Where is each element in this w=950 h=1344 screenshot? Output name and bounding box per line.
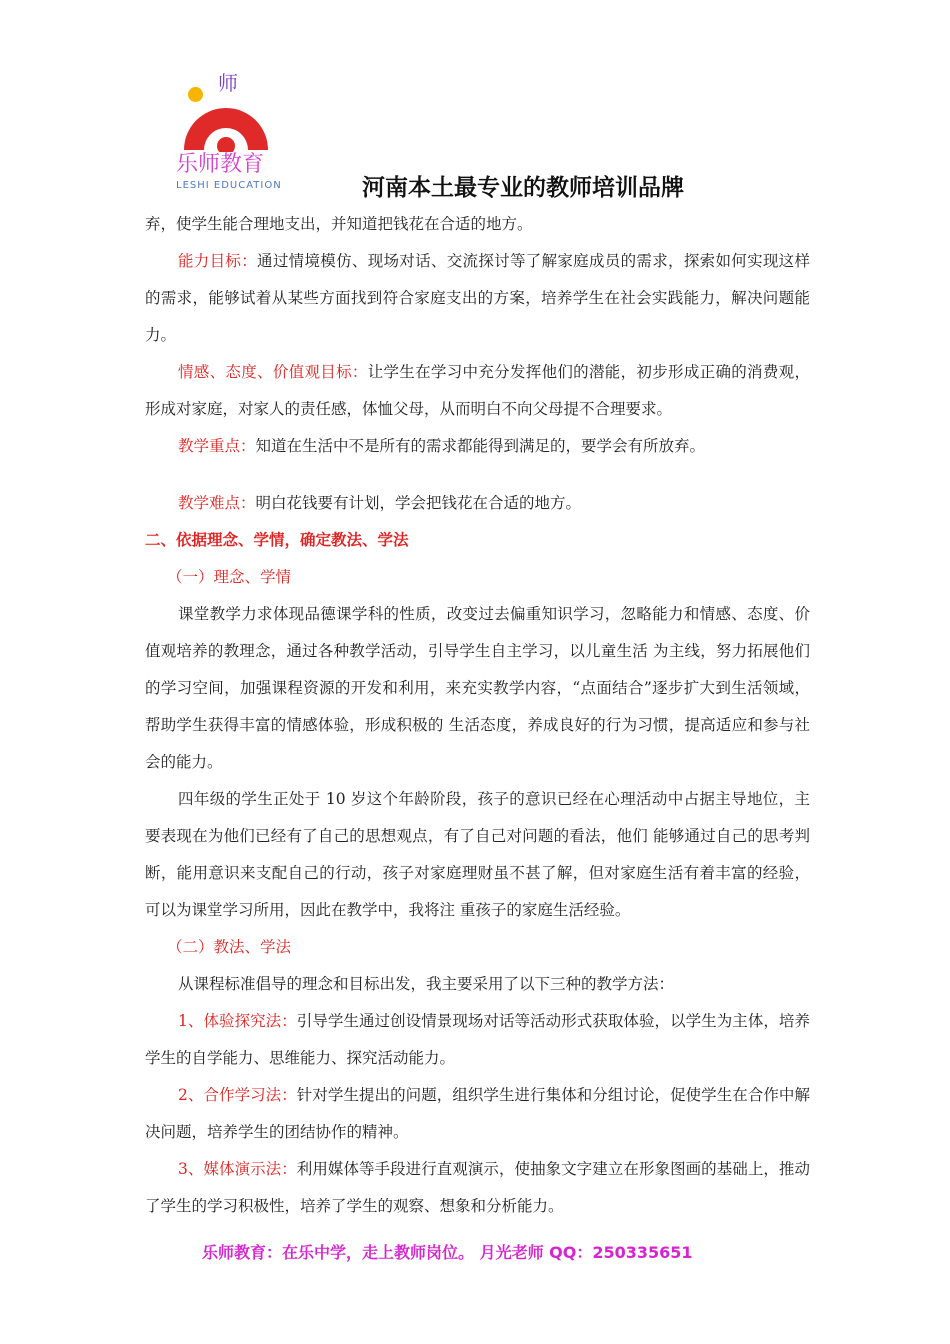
key-point-text: 知道在生活中不是所有的需求都能得到满足的，要学会有所放弃。	[255, 437, 706, 455]
method-1-text: 引导学生通过创设情景现场对话等活动形式获取体验，以学生为主体，培养学生的自学能力、思维能力、探究活动能力。	[145, 1012, 810, 1067]
ability-goal-text: 通过情境模仿、现场对话、交流探讨等了解家庭成员的需求，探索如何实现这样的需求，能够试着从某些方面找到符合家庭支出的方案，培养学生在社会实践能力，解决问题能力。	[145, 252, 810, 344]
method-2-paragraph	[145, 1077, 810, 1151]
method-3-text: 利用媒体等手段进行直观演示，使抽象文字建立在形象图画的基础上，推动了学生的学习积极性，培养了学生的观察、想象和分析能力。	[145, 1160, 810, 1215]
logo-arc-icon	[180, 96, 272, 152]
difficulty-text: 明白花钱要有计划，学会把钱花在合适的地方。	[255, 494, 582, 512]
emotion-goal-text: 让学生在学习中充分发挥他们的潜能，初步形成正确的消费观，形成对家庭，对家人的责任感，体恤父母，从而明白不向父母提不合理要求。	[145, 363, 810, 418]
brand-logo	[170, 72, 280, 196]
emotion-goal-label: 情感、态度、价值观目标：	[178, 363, 368, 381]
method-3-label: 3、媒体演示法：	[178, 1160, 297, 1178]
emotion-goal-paragraph	[145, 354, 810, 428]
students-paragraph: 四年级的学生正处于 10 岁这个年龄阶段，孩子的意识已经在心理活动中占据主导地位，主要表现在为他们已经有了自己的思想观点，有了自己对问题的看法，他们 能够通过自己的思考判断，能用意识来支配自己的行动，孩子对家庭理财虽不甚了解，但对家庭生活有着丰富的经验，可以为课堂学习所用，因此在教学中，我将注 重孩子的家庭生活经验。	[145, 790, 810, 919]
footer-slogan: 乐师教育：在乐中学，走上教师岗位。 月光老师 QQ：250335651	[202, 1243, 693, 1262]
difficulty-paragraph	[145, 485, 810, 522]
key-point-paragraph	[145, 428, 810, 465]
concept-paragraph: 课堂教学力求体现品德课学科的性质，改变过去偏重知识学习，忽略能力和情感、态度、价值观培养的教理念，通过各种教学活动，引导学生自主学习，以儿童生活 为主线，努力拓展他们的学习空间，加强课程资源的开发和利用，来充实教学内容，“点面结合”逐步扩大到生活领域，帮助学生获得丰富的情感体验，形成积极的 生活态度，养成良好的行为习惯，提高适应和参与社会的能力。	[145, 605, 810, 771]
subsection-heading-concept: （一）理念、学情	[167, 568, 292, 586]
method-1-paragraph	[145, 1003, 810, 1077]
section-heading: 二、依据理念、学情，确定教法、学法	[145, 531, 409, 549]
ability-goal-label: 能力目标：	[178, 252, 258, 270]
logo-brand-cn: 乐师教育	[176, 152, 265, 177]
difficulty-label: 教学难点：	[178, 494, 256, 512]
spacer	[145, 465, 810, 485]
ability-goal-paragraph	[145, 243, 810, 354]
method-1-label: 1、体验探究法：	[178, 1012, 297, 1030]
method-3-paragraph	[145, 1151, 810, 1225]
intro-paragraph: 弃，使学生能合理地支出，并知道把钱花在合适的地方。	[145, 215, 533, 233]
key-point-label: 教学重点：	[178, 437, 256, 455]
method-2-text: 针对学生提出的问题，组织学生进行集体和分组讨论，促使学生在合作中解决问题，培养学生的团结协作的精神。	[145, 1086, 810, 1141]
header-title: 河南本土最专业的教师培训品牌	[362, 175, 684, 201]
logo-top-char: 师	[218, 71, 238, 95]
subsection-heading-methods: （二）教法、学法	[167, 938, 292, 956]
methods-intro-paragraph: 从课程标准倡导的理念和目标出发，我主要采用了以下三种的教学方法：	[178, 975, 675, 993]
document-body	[145, 206, 810, 1225]
method-2-label: 2、合作学习法：	[178, 1086, 297, 1104]
logo-brand-en: LESHI EDUCATION	[176, 180, 282, 191]
